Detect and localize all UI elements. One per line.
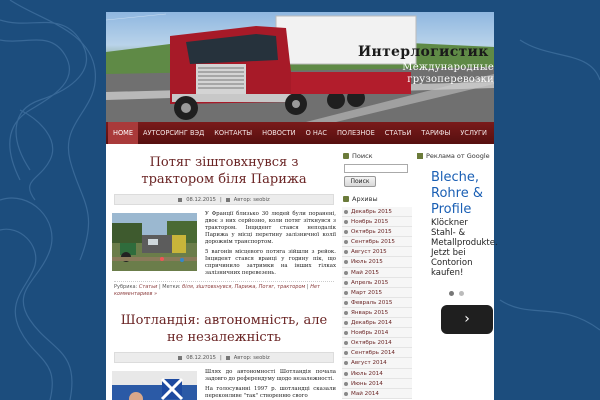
archive-icon	[343, 196, 349, 202]
nav-item-services[interactable]: УСЛУГИ	[460, 129, 487, 137]
site-header	[106, 12, 494, 122]
post-image-train	[112, 213, 197, 271]
archive-item[interactable]: Октябрь 2014	[342, 338, 412, 348]
archive-item[interactable]: Декабрь 2014	[342, 318, 412, 328]
post-train-tractor	[110, 146, 338, 298]
search-heading-label: Поиск	[352, 152, 373, 160]
nav-item-tariffs[interactable]: ТАРИФЫ	[421, 129, 451, 137]
tags-links[interactable]: біля, зіштовхнувся, Парижа, Потяг, трактором	[182, 284, 306, 290]
ad-heading-label: Реклама от Google	[426, 152, 490, 160]
search-button[interactable]: Поиск	[344, 176, 376, 187]
archive-item[interactable]: Июнь 2014	[342, 379, 412, 389]
post-body	[110, 207, 338, 277]
nav-item-about[interactable]: О НАС	[305, 129, 327, 137]
ad-description: Klöckner Stahl- & Metallprodukte. Jetzt bei Contorion kaufen!	[431, 218, 498, 278]
ad-icon	[417, 153, 423, 159]
search-widget-heading	[342, 150, 412, 162]
rubric-link[interactable]: Статьи	[138, 284, 158, 290]
nav-item-useful[interactable]: ПОЛЕЗНОЕ	[336, 129, 375, 137]
carousel-dot[interactable]	[459, 291, 464, 296]
archive-item[interactable]: Декабрь 2015	[342, 207, 412, 217]
search-icon	[343, 153, 349, 159]
archive-item[interactable]: Сентябрь 2014	[342, 348, 412, 358]
post-meta: 08.12.2015 | Автор: seobiz	[114, 194, 334, 205]
user-icon	[226, 198, 230, 202]
calendar-icon	[178, 198, 182, 202]
rubric-label: Рубрика:	[114, 284, 138, 290]
archive-item[interactable]: Ноябрь 2015	[342, 217, 412, 227]
post-date: 08.12.2015	[186, 354, 216, 361]
archive-item[interactable]: Март 2015	[342, 288, 412, 298]
nav-item-contacts[interactable]: КОНТАКТЫ	[214, 129, 253, 137]
post-text	[205, 369, 336, 400]
post-paragraph: 5 вагонів місцевого потяга зійшли з рейок. Інцидент стався вранці у годину пік, що спричинило затримки на інших гілках залізничних перевезень.	[205, 249, 336, 276]
archive-item[interactable]: Январь 2015	[342, 308, 412, 318]
user-icon	[226, 356, 230, 360]
site-tagline: Международные грузоперевозки	[402, 62, 494, 85]
archive-item[interactable]: Август 2014	[342, 358, 412, 368]
post-paragraph: Шлях до автономності Шотландія почала задовго до референдуму щодо незалежності.	[205, 369, 336, 382]
post-tags: Рубрика: Статьи | Метки: біля, зіштовхнувся, Парижа, Потяг, трактором | Нет комментариев »	[114, 281, 334, 298]
archive-item[interactable]: Февраль 2015	[342, 298, 412, 308]
post-paragraph: На голосуванні 1997 р. шотландці сказали переконливе "так" створенню свого	[205, 386, 336, 399]
nav-item-outsourcing[interactable]: АУТСОРСИНГ ВЭД	[143, 129, 205, 137]
post-paragraph: У Франції близько 30 людей були поранені, двоє з них серйозно, коли потяг зіткнувся з трактором. Інцидент стався неподалік Парижа у місці перетину залізничної колії дорожнім транспортом.	[205, 211, 336, 245]
archive-item[interactable]: Июль 2015	[342, 257, 412, 267]
main-content	[110, 146, 338, 400]
archive-item[interactable]: Июль 2014	[342, 369, 412, 379]
post-author[interactable]: Автор: seobiz	[233, 196, 270, 203]
archive-item[interactable]: Май 2015	[342, 268, 412, 278]
post-meta: 08.12.2015 | Автор: seobiz	[114, 352, 334, 363]
ad-heading	[416, 150, 494, 162]
post-title[interactable]: Потяг зіштовхнувся з трактором біля Парижа	[141, 155, 307, 187]
calendar-icon	[178, 356, 182, 360]
archive-list	[342, 207, 412, 399]
post-body	[110, 365, 338, 400]
ad-banner[interactable]	[421, 166, 498, 342]
nav-item-articles[interactable]: СТАТЬИ	[384, 129, 412, 137]
tags-label: Метки:	[162, 284, 181, 290]
post-date: 08.12.2015	[186, 196, 216, 203]
archive-item[interactable]: Сентябрь 2015	[342, 237, 412, 247]
post-scotland	[110, 298, 338, 400]
post-text	[205, 211, 336, 277]
archive-item[interactable]: Август 2015	[342, 247, 412, 257]
archives-heading-label: Архивы	[352, 195, 378, 203]
ad-carousel-dots	[449, 291, 464, 296]
site-title[interactable]: Интерлогистик	[358, 44, 489, 60]
ad-title[interactable]: Bleche, Rohre & Profile	[431, 170, 483, 217]
post-image-scotland	[112, 371, 197, 400]
chevron-right-icon[interactable]: ›	[441, 305, 493, 334]
search-input[interactable]	[344, 164, 408, 173]
nav-item-home[interactable]: HOME	[108, 122, 138, 144]
post-author[interactable]: Автор: seobiz	[233, 354, 270, 361]
archive-item[interactable]: Октябрь 2015	[342, 227, 412, 237]
nav-item-news[interactable]: НОВОСТИ	[262, 129, 296, 137]
post-title[interactable]: Шотландія: автономність, але не незалежність	[120, 313, 328, 345]
archive-item[interactable]: Апрель 2015	[342, 278, 412, 288]
main-navigation	[106, 122, 494, 144]
archives-widget-heading	[342, 193, 412, 205]
comments-link[interactable]: Нет комментариев »	[114, 284, 320, 297]
archive-item[interactable]: Май 2014	[342, 389, 412, 399]
sidebar	[342, 146, 412, 400]
archive-item[interactable]: Ноябрь 2014	[342, 328, 412, 338]
carousel-dot-active[interactable]	[449, 291, 454, 296]
